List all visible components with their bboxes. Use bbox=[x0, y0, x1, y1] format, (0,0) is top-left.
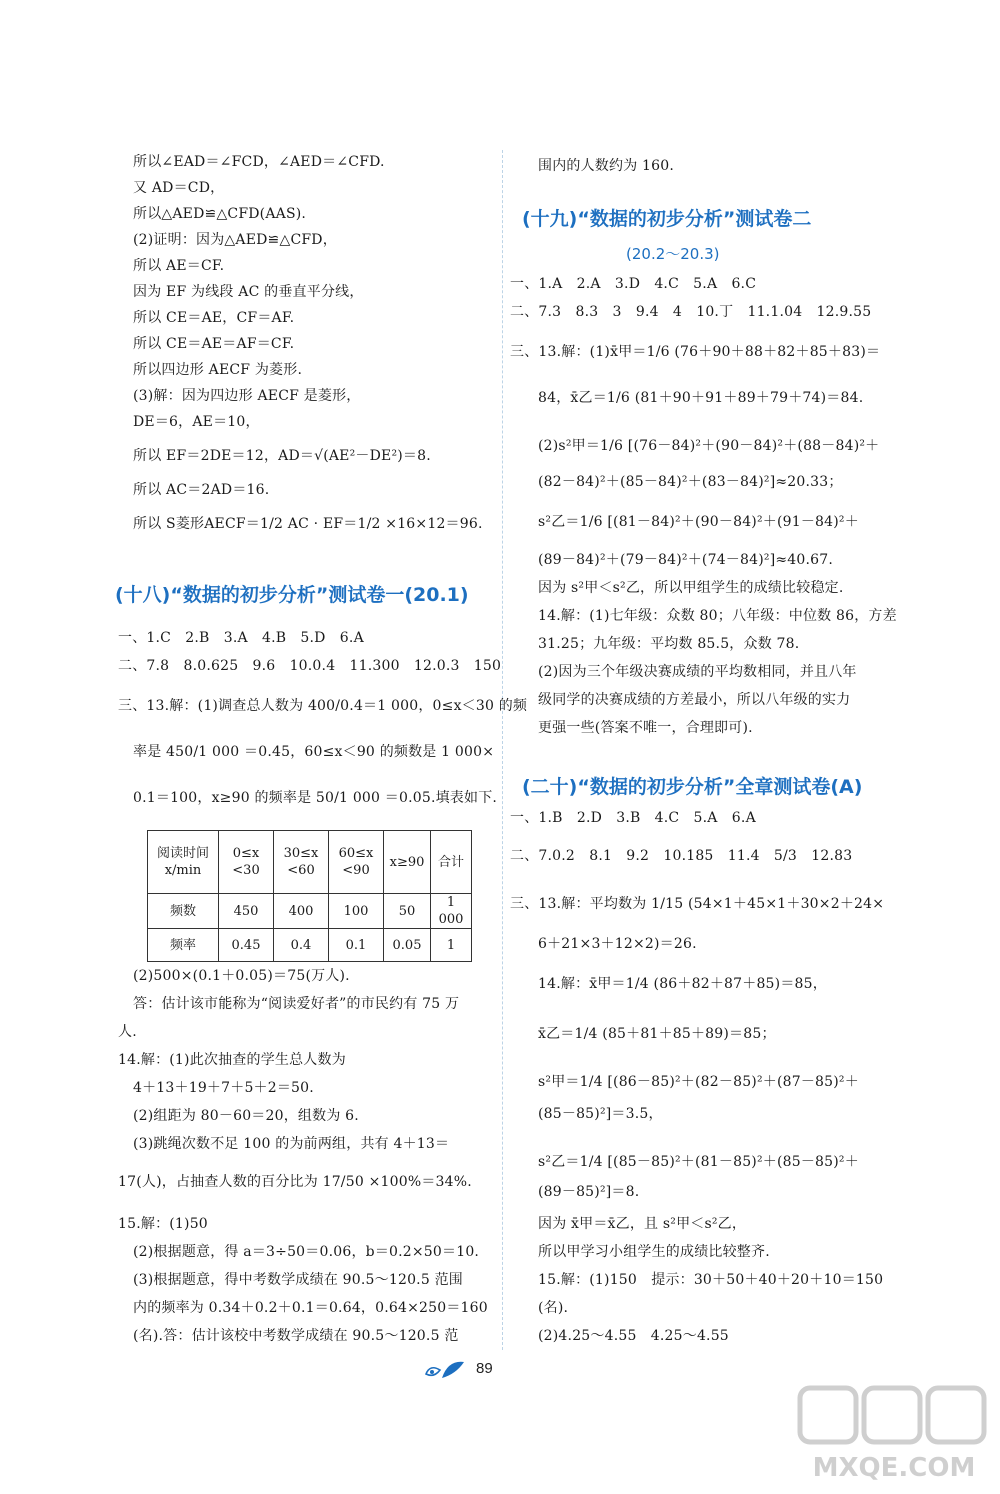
table-cell: 0.05 bbox=[384, 929, 431, 962]
frequency-table bbox=[147, 830, 472, 962]
table-cell: 1 bbox=[431, 929, 472, 962]
table-header-cell: 阅读时间 x/min bbox=[148, 831, 219, 894]
text-line: 所以 EF＝2DE＝12，AD＝√(AE²－DE²)＝8. bbox=[133, 448, 431, 464]
table-row bbox=[148, 894, 472, 929]
answer-line: s²乙＝1/4 [(85－85)²＋(81－85)²＋(85－85)²＋ bbox=[538, 1154, 859, 1170]
table-cell: 1 000 bbox=[431, 894, 472, 929]
watermark-logo-icon bbox=[796, 1382, 992, 1486]
answer-line: 所以甲学习小组学生的成绩比较整齐. bbox=[538, 1244, 770, 1260]
section-19-subtitle: (20.2～20.3) bbox=[626, 245, 720, 263]
text-line: 所以∠EAD＝∠FCD，∠AED＝∠CFD. bbox=[133, 154, 385, 170]
page-number: 89 bbox=[476, 1360, 493, 1377]
text-line: DE＝6，AE＝10， bbox=[133, 414, 260, 430]
text-line: 所以四边形 AECF 为菱形. bbox=[133, 362, 303, 378]
answer-line: 一、1.A 2.A 3.D 4.C 5.A 6.C bbox=[510, 276, 757, 292]
table-cell: 频数 bbox=[148, 894, 219, 929]
table-cell: 100 bbox=[329, 894, 384, 929]
answer-line: (2)组距为 80－60＝20，组数为 6. bbox=[133, 1108, 359, 1124]
table-cell: 0.45 bbox=[219, 929, 274, 962]
answer-line: 一、1.B 2.D 3.B 4.C 5.A 6.A bbox=[510, 810, 756, 826]
answer-line: 因为 x̄甲＝x̄乙，且 s²甲＜s²乙， bbox=[538, 1216, 747, 1232]
answer-line: 17(人)，占抽查人数的百分比为 17/50 ×100%＝34%. bbox=[118, 1174, 472, 1190]
table-cell: 50 bbox=[384, 894, 431, 929]
answer-line: 三、13.解：平均数为 1/15 (54×1＋45×1＋30×2＋24× bbox=[510, 896, 885, 912]
answer-line: 0.1＝100，x≥90 的频率是 50/1 000 ＝0.05.填表如下. bbox=[133, 790, 498, 806]
table-cell: 0.4 bbox=[274, 929, 329, 962]
text-line: 所以 S菱形AECF＝1/2 AC · EF＝1/2 ×16×12＝96. bbox=[133, 516, 483, 532]
answer-line: 级同学的决赛成绩的方差最小，所以八年级的实力 bbox=[538, 692, 851, 708]
butterfly-decoration-icon bbox=[420, 1356, 472, 1384]
text-line: (3)解：因为四边形 AECF 是菱形， bbox=[133, 388, 361, 404]
answer-line: 更强一些(答案不唯一，合理即可). bbox=[538, 720, 753, 736]
answer-line: 15.解：(1)150 提示：30＋50＋40＋20＋10＝150 bbox=[538, 1272, 884, 1288]
table-cell: 450 bbox=[219, 894, 274, 929]
answer-line: (89－84)²＋(79－84)²＋(74－84)²]≈40.67. bbox=[538, 552, 834, 568]
answer-line: (3)跳绳次数不足 100 的为前两组，共有 4＋13＝ bbox=[133, 1136, 450, 1152]
text-line: 所以△AED≌△CFD(AAS). bbox=[133, 206, 307, 222]
answer-line: (85－85)²]＝3.5， bbox=[538, 1106, 663, 1122]
answer-line: (89－85)²]＝8. bbox=[538, 1184, 640, 1200]
answer-line: 4＋13＋19＋7＋5＋2＝50. bbox=[133, 1080, 314, 1096]
answer-line: s²甲＝1/4 [(86－85)²＋(82－85)²＋(87－85)²＋ bbox=[538, 1074, 859, 1090]
table-header-cell: 合计 bbox=[431, 831, 472, 894]
table-header-cell: 0≤x <30 bbox=[219, 831, 274, 894]
answer-line: 14.解：x̄甲＝1/4 (86＋82＋87＋85)＝85， bbox=[538, 976, 827, 992]
column-divider bbox=[502, 150, 503, 1350]
section-19-title: (十九)“数据的初步分析”测试卷二 bbox=[522, 208, 812, 230]
answer-line: (2)因为三个年级决赛成绩的平均数相同，并且八年 bbox=[538, 664, 857, 680]
answer-line: 人. bbox=[118, 1024, 137, 1040]
table-cell: 频率 bbox=[148, 929, 219, 962]
answer-line: 二、7.8 8.0.625 9.6 10.0.4 11.300 12.0.3 150 bbox=[118, 658, 502, 674]
answer-line: 二、7.3 8.3 3 9.4 4 10.丁 11.1.04 12.9.55 bbox=[510, 304, 872, 320]
answer-line: 因为 s²甲＜s²乙，所以甲组学生的成绩比较稳定. bbox=[538, 580, 844, 596]
answer-line: 14.解：(1)此次抽查的学生总人数为 bbox=[118, 1052, 346, 1068]
answer-line: 答：估计该市能称为“阅读爱好者”的市民约有 75 万 bbox=[133, 996, 460, 1012]
table-header-row bbox=[148, 831, 472, 894]
table-cell: 0.1 bbox=[329, 929, 384, 962]
text-line: 又 AD＝CD， bbox=[133, 180, 225, 196]
answer-line: 一、1.C 2.B 3.A 4.B 5.D 6.A bbox=[118, 630, 364, 646]
text-line: 所以 CE＝AE，CF＝AF. bbox=[133, 310, 295, 326]
answer-line: 15.解：(1)50 bbox=[118, 1216, 208, 1232]
answer-line: (2)s²甲＝1/6 [(76－84)²＋(90－84)²＋(88－84)²＋ bbox=[538, 438, 880, 454]
answer-line: 内的频率为 0.34＋0.2＋0.1＝0.64，0.64×250＝160 bbox=[133, 1300, 488, 1316]
answer-line: 二、7.0.2 8.1 9.2 10.185 11.4 5/3 12.83 bbox=[510, 848, 853, 864]
section-18-title: (十八)“数据的初步分析”测试卷一(20.1) bbox=[115, 584, 469, 606]
section-20-title: (二十)“数据的初步分析”全章测试卷(A) bbox=[522, 776, 863, 798]
answer-line: (2)500×(0.1＋0.05)＝75(万人). bbox=[133, 968, 350, 984]
answer-line: 三、13.解：(1)x̄甲＝1/6 (76＋90＋88＋82＋85＋83)＝ bbox=[510, 344, 881, 360]
answer-line: 84，x̄乙＝1/6 (81＋90＋91＋89＋79＋74)＝84. bbox=[538, 390, 864, 406]
answer-line: 14.解：(1)七年级：众数 80；八年级：中位数 86，方差 bbox=[538, 608, 897, 624]
answer-line: (2)4.25～4.55 4.25～4.55 bbox=[538, 1328, 729, 1344]
watermark-text: MXQE.COM bbox=[812, 1453, 976, 1483]
text-line: 所以 CE＝AE＝AF＝CF. bbox=[133, 336, 295, 352]
answer-line: (名). bbox=[538, 1300, 569, 1316]
answer-line: (82－84)²＋(85－84)²＋(83－84)²]≈20.33； bbox=[538, 474, 843, 490]
answer-line: x̄乙＝1/4 (85＋81＋85＋89)＝85； bbox=[538, 1026, 776, 1042]
answer-line: s²乙＝1/6 [(81－84)²＋(90－84)²＋(91－84)²＋ bbox=[538, 514, 859, 530]
text-line: 因为 EF 为线段 AC 的垂直平分线， bbox=[133, 284, 364, 300]
table-row bbox=[148, 929, 472, 962]
answer-line: (名).答：估计该校中考数学成绩在 90.5～120.5 范 bbox=[133, 1328, 459, 1344]
answer-line: 31.25；九年级：平均数 85.5，众数 78. bbox=[538, 636, 800, 652]
text-line: 所以 AE＝CF. bbox=[133, 258, 225, 274]
table-cell: 400 bbox=[274, 894, 329, 929]
answer-line: 三、13.解：(1)调查总人数为 400/0.4＝1 000，0≤x＜30 的频 bbox=[118, 698, 528, 714]
table-header-cell: 60≤x <90 bbox=[329, 831, 384, 894]
answer-line: (2)根据题意，得 a＝3÷50＝0.06，b＝0.2×50＝10. bbox=[133, 1244, 480, 1260]
answer-line: 6＋21×3＋12×2)＝26. bbox=[538, 936, 697, 952]
answer-line: 率是 450/1 000 ＝0.45，60≤x＜90 的频数是 1 000× bbox=[133, 744, 495, 760]
table-header-cell: 30≤x <60 bbox=[274, 831, 329, 894]
text-line: 围内的人数约为 160. bbox=[538, 158, 675, 174]
text-line: (2)证明：因为△AED≌△CFD， bbox=[133, 232, 337, 248]
answer-line: (3)根据题意，得中考数学成绩在 90.5～120.5 范围 bbox=[133, 1272, 463, 1288]
text-line: 所以 AC＝2AD＝16. bbox=[133, 482, 270, 498]
table-header-cell: x≥90 bbox=[384, 831, 431, 894]
